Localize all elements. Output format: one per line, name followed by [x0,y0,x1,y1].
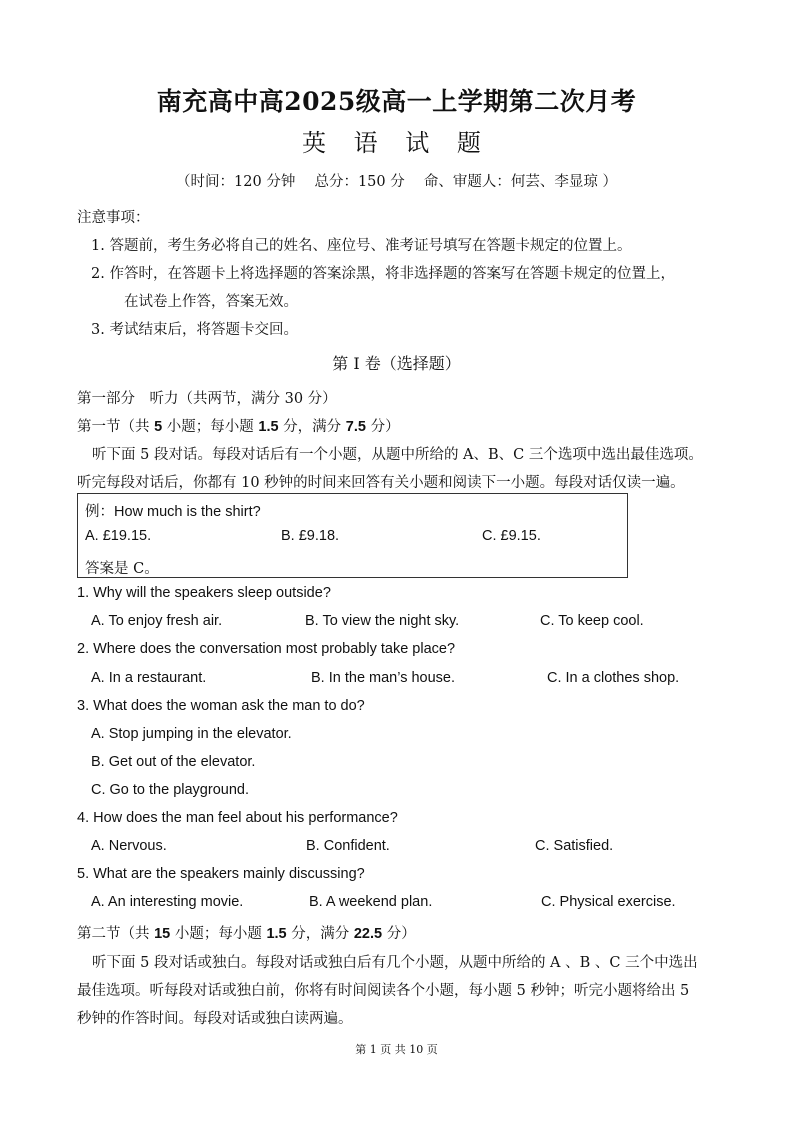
section1-instruction-2: 听完每段对话后，你都有 10 秒钟的时间来回答有关小题和阅读下一小题。每段对话仅读一遍。 [77,475,685,491]
question-2: 2. Where does the conversation most probably take place? [77,641,456,657]
question-3: 3. What does the woman ask the man to do? [77,698,365,714]
note-item-2: 2. 作答时，在答题卡上将选择题的答案涂黑，将非选择题的答案写在答题卡规定的位置上， [91,266,675,282]
q3-option-a: A. Stop jumping in the elevator. [91,726,292,742]
example-question: 例：How much is the shirt? [85,504,261,520]
note-item-3: 3. 考试结束后，将答题卡交回。 [91,322,298,338]
notes-heading: 注意事项： [77,210,150,226]
question-4: 4. How does the man feel about his performance? [77,810,398,826]
q5-option-b: B. A weekend plan. [309,894,433,910]
section2-instruction-1: 听下面 5 段对话或独白。每段对话或独白后有几个小题，从题中所给的 A 、B 、C 三个中选出 [92,955,698,971]
q2-option-a: A. In a restaurant. [91,670,207,686]
q2-option-b: B. In the man’s house. [311,670,456,686]
q1-option-a: A. To enjoy fresh air. [91,613,223,629]
q3-option-c: C. Go to the playground. [91,782,249,798]
section2-instruction-2: 最佳选项。听每段对话或独白前，你将有时间阅读各个小题，每小题 5 秒钟；听完小题将给出 5 [77,983,690,999]
exam-title: 南充高中高2025级高一上学期第二次月考 [156,87,637,116]
note-item-2-cont: 在试卷上作答，答案无效。 [124,294,298,310]
q4-option-b: B. Confident. [306,838,390,854]
q1-option-b: B. To view the night sky. [305,613,460,629]
section1-instruction-1: 听下面 5 段对话。每段对话后有一个小题，从题中所给的 A、B、C 三个选项中选出最佳选项。 [92,447,703,463]
q5-option-a: A. An interesting movie. [91,894,244,910]
q2-option-c: C. In a clothes shop. [547,670,680,686]
q4-option-c: C. Satisfied. [535,838,614,854]
q3-option-b: B. Get out of the elevator. [91,754,256,770]
q5-option-c: C. Physical exercise. [541,894,676,910]
page-number: 第 1 页 共 10 页 [355,1043,438,1056]
exam-info: （时间：120 分钟 总分：150 分 命、审题人：何芸、李显琼 ） [176,174,617,190]
example-answer: 答案是 C。 [85,561,159,577]
subject-title: 英 语 试 题 [302,129,491,157]
example-option-c: C. £9.15. [482,528,541,544]
note-item-1: 1. 答题前，考生务必将自己的姓名、座位号、准考证号填写在答题卡规定的位置上。 [91,238,632,254]
volume-title: 第 I 卷（选择题） [332,354,461,373]
section2-instruction-3: 秒钟的作答时间。每段对话或独白读两遍。 [77,1011,353,1027]
example-option-a: A. £19.15. [85,528,152,544]
q1-option-c: C. To keep cool. [540,613,644,629]
q4-option-a: A. Nervous. [91,838,167,854]
part1-title: 第一部分 听力（共两节，满分 30 分） [77,391,337,407]
question-1: 1. Why will the speakers sleep outside? [77,585,331,601]
section1-title: 第一节（共 5 小题；每小题 1.5 分，满分 7.5 分） [77,419,400,435]
example-option-b: B. £9.18. [281,528,340,544]
question-5: 5. What are the speakers mainly discussing? [77,866,365,882]
section2-title: 第二节（共 15 小题；每小题 1.5 分，满分 22.5 分） [77,926,416,942]
